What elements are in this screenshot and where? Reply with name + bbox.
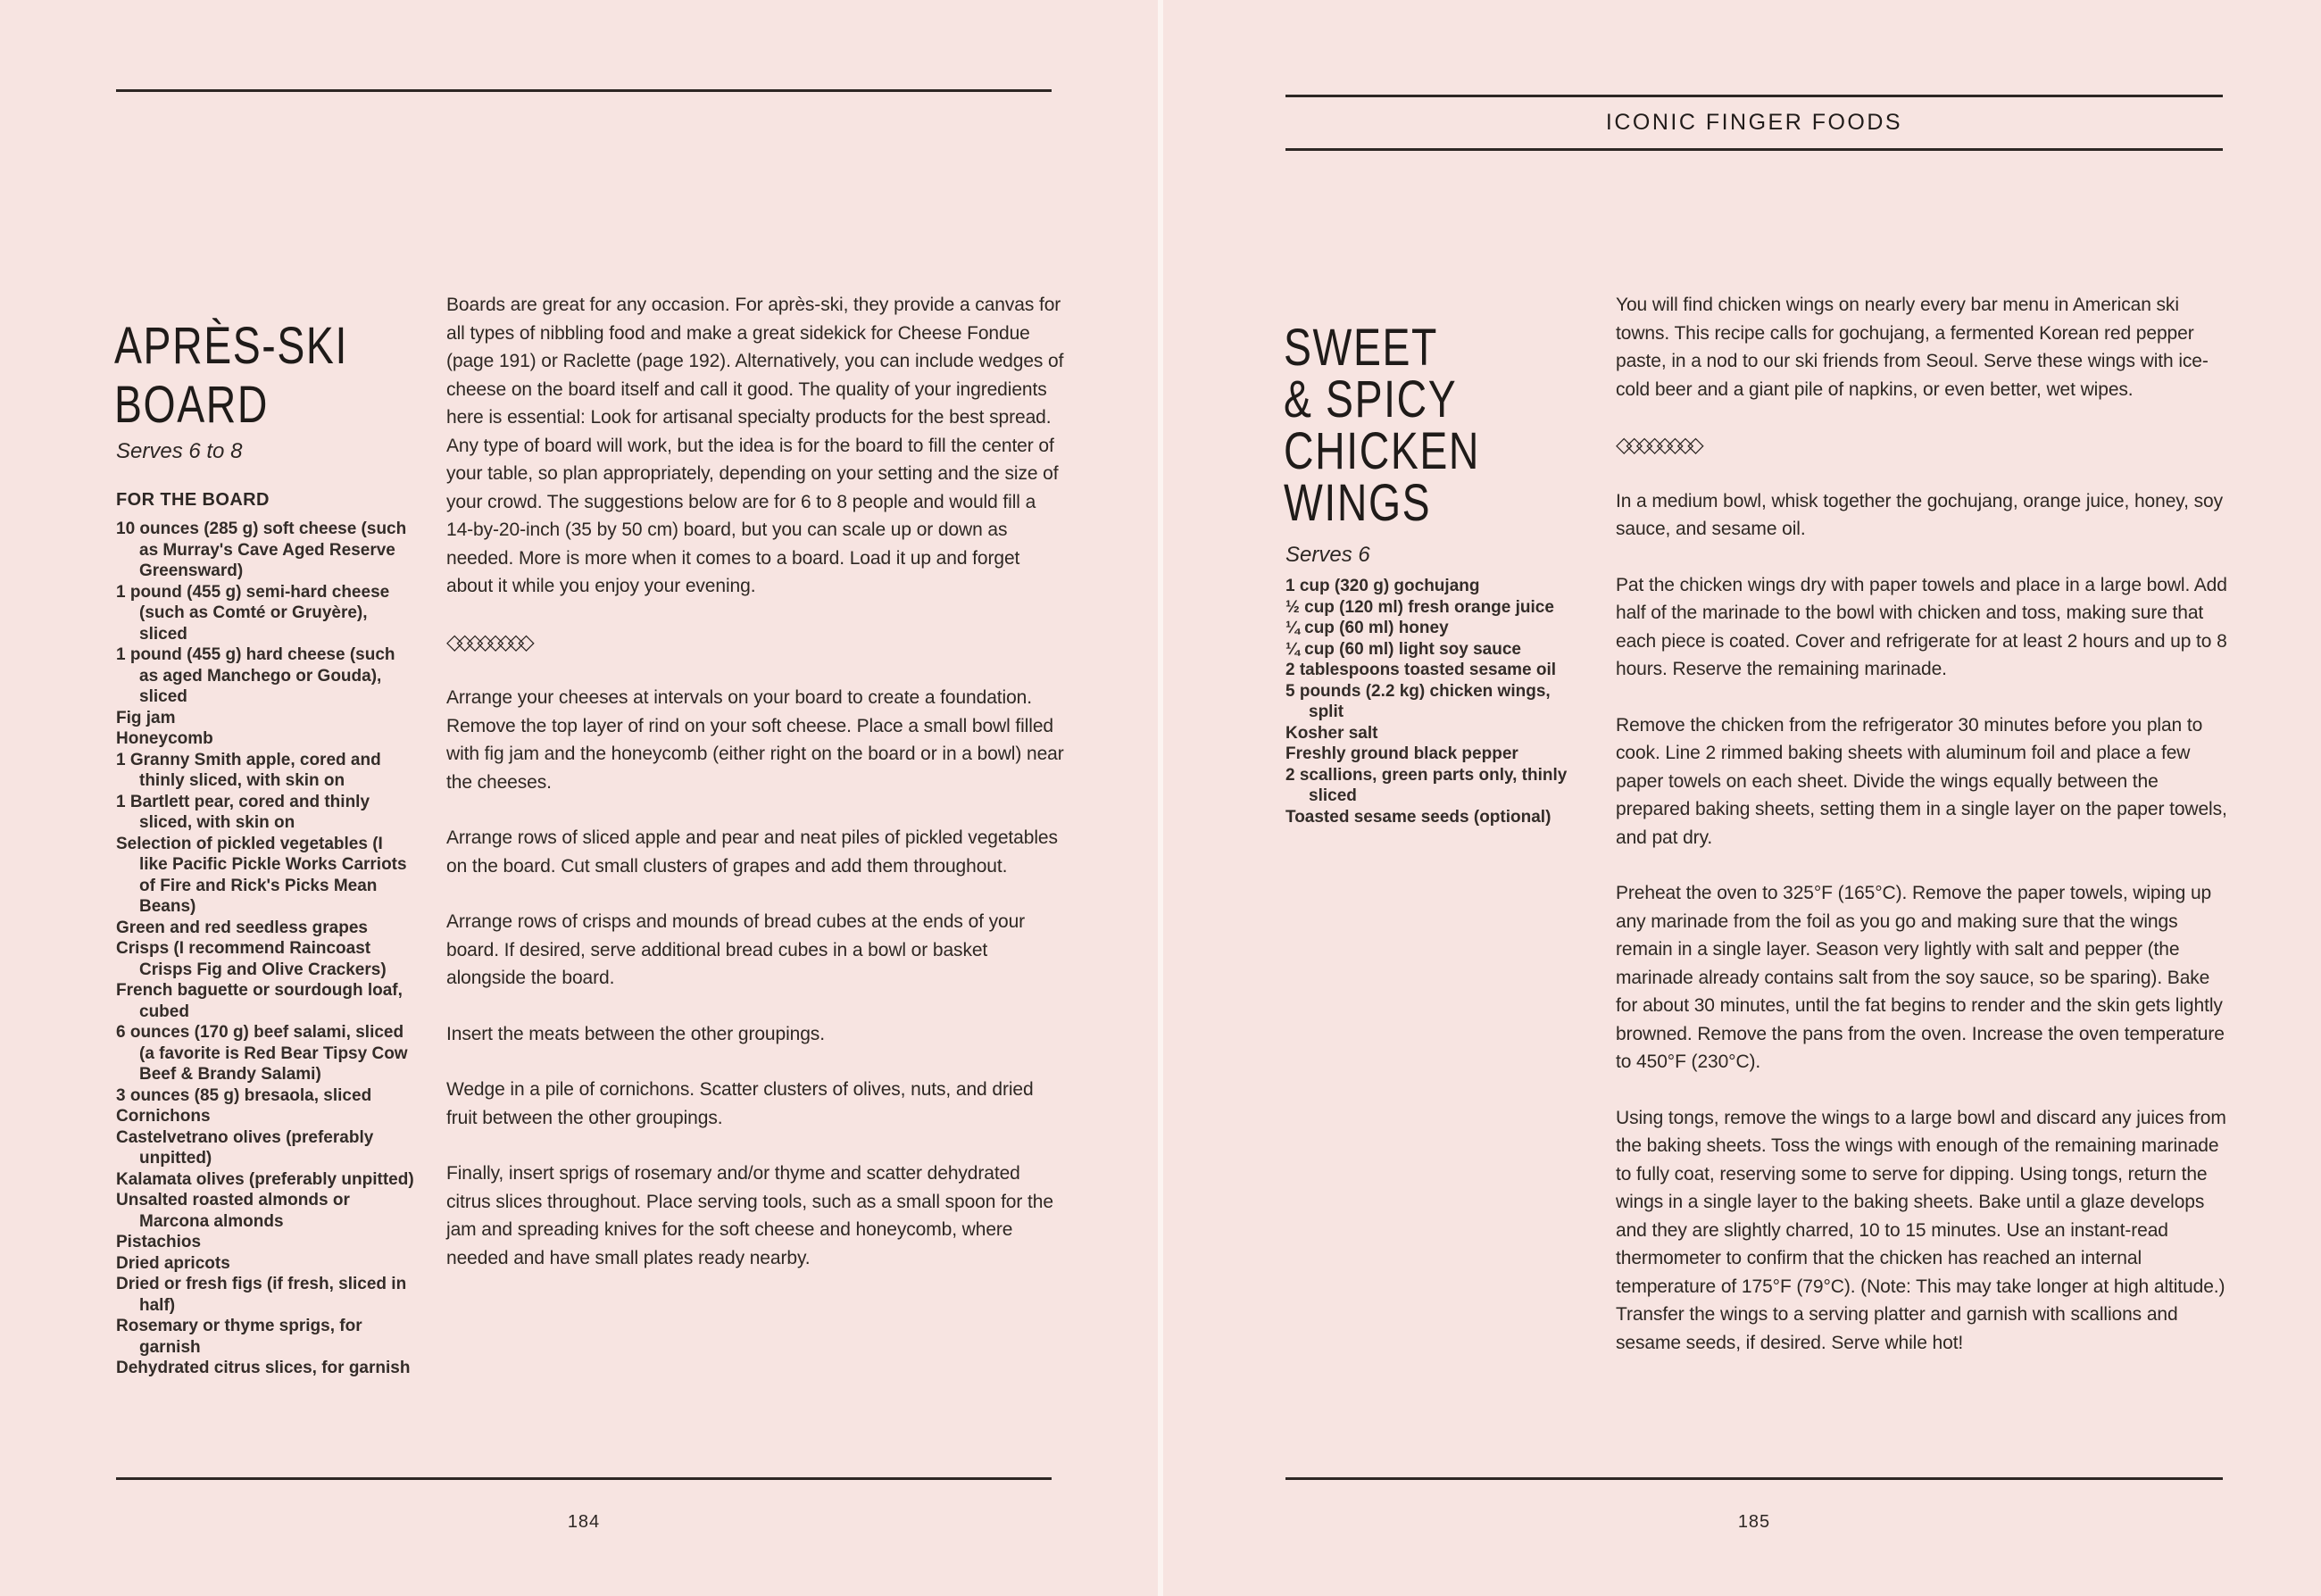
left-title-line-1: APRÈS-SKI <box>114 316 348 375</box>
left-top-rule <box>116 89 1052 92</box>
body-paragraph: Preheat the oven to 325°F (165°C). Remove the paper towels, wiping up any marinade from the foil as you go and making sure that the wings remain in a single layer. Season very lightly with salt and pepper (the marinade already contains salt from the soy sauce, so be sparing). Bake for about 30 minutes, until the fat begins to render and the skin gets lightly browned. Remove the pans from the oven. Increase the oven temperature to 450°F (230°C). <box>1616 883 2225 1072</box>
body-paragraph: Using tongs, remove the wings to a large bowl and discard any juices from the baking sheets. Toss the wings with enough of the remaining marinade to fully coat, reserving some to serve for dipping. Using tongs, return the wings in a single layer to the baking sheets. Bake until a glaze develops and they are slightly charred, 10 to 15 minutes. Use an instant-read thermometer to confirm that the chicken has reached an internal temperature of 175°F (79°C). (Note: This may take longer at high altitude.) Transfer the wings to a serving platter and garnish with scallions and sesame seeds, if desired. Serve while hot! <box>1616 1107 2226 1353</box>
body-paragraph: Boards are great for any occasion. For après-ski, they provide a canvas for all types of nibbling food and make a great sidekick for Cheese Fondue (page 191) or Raclette (page 192). Alternatively, you can include wedges of cheese on the board itself and call it good. The quality of your ingredients here is essential: Look for artisanal specialty products for the best spread. Any type of board will work, but the idea is for the board to fill the center of your table, so plan appropriately, depending on your setting and the size of your crowd. The suggestions below are for 6 to 8 people and would fill a 14-by-20-inch (35 by 50 cm) board, but you can scale up or down as needed. More is more when it comes to a board. Load it up and forget about it while you enjoy your evening. <box>446 295 1064 596</box>
page-right <box>1160 0 2321 1596</box>
right-body-column <box>1616 291 2236 1384</box>
ingredient-item: 6 ounces (170 g) beef salami, sliced (a favorite is Red Bear Tipsy Cow Beef & Brandy Salami) <box>116 1023 408 1084</box>
right-footer-rule <box>1285 1477 2223 1480</box>
page-left <box>0 0 1160 1596</box>
right-title-line-3: CHICKEN <box>1284 421 1481 480</box>
body-paragraph: Pat the chicken wings dry with paper towels and place in a large bowl. Add half of the marinade to the bowl with chicken and toss, making sure that each piece is coated. Cover and refrigerate for at least 2 hours and up to 8 hours. Reserve the remaining marinade. <box>1616 574 2227 679</box>
ingredient-item: 1 cup (320 g) gochujang <box>1285 577 1480 595</box>
ingredient-item: 10 ounces (285 g) soft cheese (such as Murray's Cave Aged Reserve Greensward) <box>116 520 407 580</box>
ingredient-item: 2 tablespoons toasted sesame oil <box>1285 661 1557 679</box>
left-ingredients-list <box>116 519 415 1379</box>
ingredient-item: 1 Granny Smith apple, cored and thinly sliced, with skin on <box>116 750 381 790</box>
right-title-line-1: SWEET <box>1284 318 1438 377</box>
body-paragraph: Arrange rows of sliced apple and pear and neat piles of pickled vegetables on the board. Cut small clusters of grapes and add them throughout. <box>446 827 1058 877</box>
left-body-column <box>446 291 1067 1300</box>
ingredient-item: Honeycomb <box>116 729 213 748</box>
ingredient-item: Castelvetrano olives (preferably unpitted) <box>116 1127 374 1168</box>
body-paragraph: Wedge in a pile of cornichons. Scatter clusters of olives, nuts, and dried fruit between the other groupings. <box>446 1079 1034 1128</box>
ingredient-item: Kosher salt <box>1285 723 1378 743</box>
ingredient-item: 1 pound (455 g) hard cheese (such as aged Manchego or Gouda), sliced <box>116 645 395 706</box>
left-ingredients-header: FOR THE BOARD <box>116 490 270 510</box>
diamond-divider: ◇◇◇◇◇◇◇◇ <box>1616 433 1698 457</box>
ingredient-item: Cornichons <box>116 1107 211 1126</box>
right-title-line-4: WINGS <box>1284 473 1432 532</box>
ingredient-item: 5 pounds (2.2 kg) chicken wings, split <box>1285 681 1551 721</box>
ingredient-item: ¼ cup (60 ml) light soy sauce <box>1285 639 1521 659</box>
running-header-text: ICONIC FINGER FOODS <box>1605 110 1903 135</box>
body-paragraph: Remove the chicken from the refrigerator 30 minutes before you plan to cook. Line 2 rimmed baking sheets with aluminum foil and place a few paper towels on each sheet. Divide the wings equally between the prepared baking sheets, setting them in a single layer on the paper towels, and pat dry. <box>1616 714 2227 848</box>
left-serves-note: Serves 6 to 8 <box>116 439 243 463</box>
left-recipe-title <box>114 317 348 435</box>
ingredient-item: Crisps (I recommend Raincoast Crisps Fig and Olive Crackers) <box>116 939 387 979</box>
ingredient-item: Pistachios <box>116 1233 202 1251</box>
ingredient-item: 1 Bartlett pear, cored and thinly sliced, with skin on <box>116 792 370 832</box>
ingredient-item: Selection of pickled vegetables (I like Pacific Pickle Works Carriots of Fire and Rick's Picks Mean Beans) <box>116 834 407 916</box>
right-page-number: 185 <box>1737 1512 1771 1532</box>
body-paragraph: In a medium bowl, whisk together the gochujang, orange juice, honey, soy sauce, and sesame oil. <box>1616 490 2223 539</box>
ingredient-item: Dehydrated citrus slices, for garnish <box>116 1359 411 1377</box>
left-page-number: 184 <box>567 1512 601 1532</box>
ingredient-item: Freshly ground black pepper <box>1285 744 1518 763</box>
ingredient-item: Dried or fresh figs (if fresh, sliced in half) <box>116 1275 407 1315</box>
body-paragraph: Arrange your cheeses at intervals on your board to create a foundation. Remove the top layer of rind on your soft cheese. Place a small bowl filled with fig jam and the honeycomb (either right on the board or in a bowl) near the cheeses. <box>446 687 1064 793</box>
right-title-line-2: & SPICY <box>1284 370 1458 428</box>
body-paragraph: Finally, insert sprigs of rosemary and/or thyme and scatter dehydrated citrus slices throughout. Place serving tools, such as a small spoon for the jam and spreading knives for the soft cheese and honeycomb, where needed and have small plates ready nearby. <box>446 1163 1053 1268</box>
running-header-band <box>1285 95 2223 151</box>
ingredient-item: Rosemary or thyme sprigs, for garnish <box>116 1317 362 1357</box>
right-recipe-title <box>1284 318 1481 532</box>
right-ingredients-list <box>1285 576 1585 827</box>
ingredient-item: ½ cup (120 ml) fresh orange juice <box>1285 597 1554 617</box>
ingredient-item: ¼ cup (60 ml) honey <box>1285 619 1449 637</box>
ingredient-item: 1 pound (455 g) semi-hard cheese (such as Comté or Gruyère), sliced <box>116 582 390 644</box>
ingredient-item: Toasted sesame seeds (optional) <box>1285 807 1551 827</box>
ingredient-item: Unsalted roasted almonds or Marcona almonds <box>116 1191 350 1231</box>
page-gutter <box>1158 0 1163 1596</box>
ingredient-item: Green and red seedless grapes <box>116 918 368 937</box>
body-paragraph: Insert the meats between the other groupings. <box>446 1023 825 1044</box>
body-paragraph: Arrange rows of crisps and mounds of bread cubes at the ends of your board. If desired, serve additional bread cubes in a bowl or basket alongside the board. <box>446 911 1026 988</box>
ingredient-item: 2 scallions, green parts only, thinly sliced <box>1285 765 1568 805</box>
left-footer-rule <box>116 1477 1052 1480</box>
ingredient-item: 3 ounces (85 g) bresaola, sliced <box>116 1085 372 1105</box>
right-serves-note: Serves 6 <box>1285 543 1370 567</box>
ingredient-item: Dried apricots <box>116 1253 230 1273</box>
ingredient-item: Kalamata olives (preferably unpitted) <box>116 1169 414 1189</box>
left-title-line-2: BOARD <box>114 375 270 434</box>
ingredient-item: Fig jam <box>116 708 176 727</box>
body-paragraph: You will find chicken wings on nearly every bar menu in American ski towns. This recipe calls for gochujang, a fermented Korean red pepper paste, in a nod to our ski friends from Seoul. Serve these wings with ice-cold beer and a giant pile of napkins, or even better, wet wipes. <box>1616 295 2209 400</box>
ingredient-item: French baguette or sourdough loaf, cubed <box>116 981 403 1021</box>
diamond-divider: ◇◇◇◇◇◇◇◇ <box>446 629 528 654</box>
